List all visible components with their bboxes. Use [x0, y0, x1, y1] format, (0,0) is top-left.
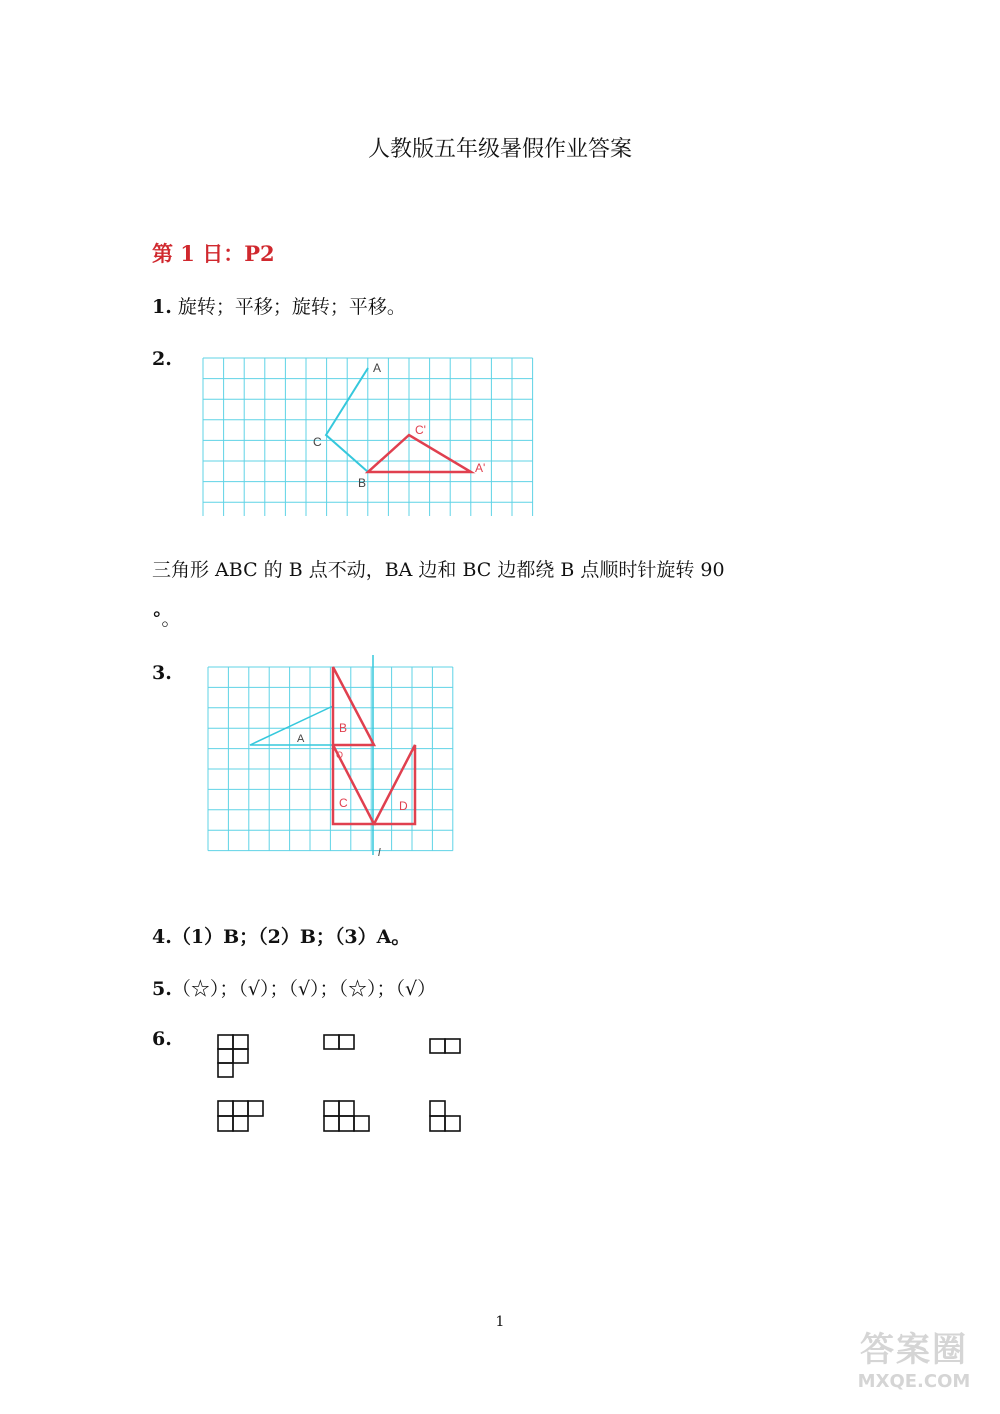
label-axis: l [378, 847, 381, 859]
label-a-prime: A' [475, 461, 486, 475]
rotation-grid-figure [202, 356, 534, 516]
page-title: 人教版五年级暑假作业答案 [367, 137, 632, 162]
label-b: B [358, 476, 367, 490]
day-heading: 第 1 日：P2 [152, 241, 275, 266]
question-5 [152, 974, 436, 1001]
question-2-number: 2. [152, 348, 172, 370]
label-d: D [399, 799, 408, 813]
question-5-answer: （☆）；（√）；（√）；（☆）；（√） [171, 978, 437, 1000]
label-c: C [339, 796, 348, 810]
question-1-number: 1. [152, 296, 172, 318]
label-c-prime: C' [415, 423, 426, 437]
question-4 [152, 922, 410, 949]
triangle-d [374, 745, 415, 824]
question-3-number: 3. [152, 662, 172, 684]
view-3 [430, 1039, 460, 1053]
question-1-answer: 旋转；平移；旋转；平移。 [177, 296, 406, 318]
grid-lines [203, 358, 533, 516]
view-5 [324, 1101, 369, 1131]
question-6-number: 6. [152, 1028, 172, 1050]
question-2-explanation: 三角形 ABC 的 B 点不动，BA 边和 BC 边都绕 B 点顺时针旋转 90 [152, 559, 725, 581]
label-c: C [313, 435, 322, 449]
view-2 [324, 1035, 354, 1049]
label-o: O [336, 750, 344, 760]
question-5-number: 5. [152, 978, 172, 1000]
question-4-answer: （1）B；（2）B；（3）A。 [171, 926, 411, 948]
triangle-a [250, 706, 333, 745]
question-1 [152, 292, 406, 319]
view-1 [218, 1035, 248, 1077]
watermark-site: MXQE.COM [857, 1371, 971, 1392]
page-number: 1 [495, 1314, 505, 1330]
watermark [854, 1322, 974, 1392]
watermark-brand: 答案圈 [860, 1330, 968, 1370]
label-a: A [297, 733, 305, 745]
question-2-explanation-end: °。 [152, 608, 181, 630]
view-6 [430, 1101, 460, 1131]
cube-views-figure [200, 1025, 500, 1145]
view-4 [218, 1101, 263, 1131]
label-a: A [373, 361, 382, 375]
question-4-number: 4. [152, 926, 172, 948]
label-b: B [339, 721, 348, 735]
symmetry-grid-figure [207, 655, 459, 860]
